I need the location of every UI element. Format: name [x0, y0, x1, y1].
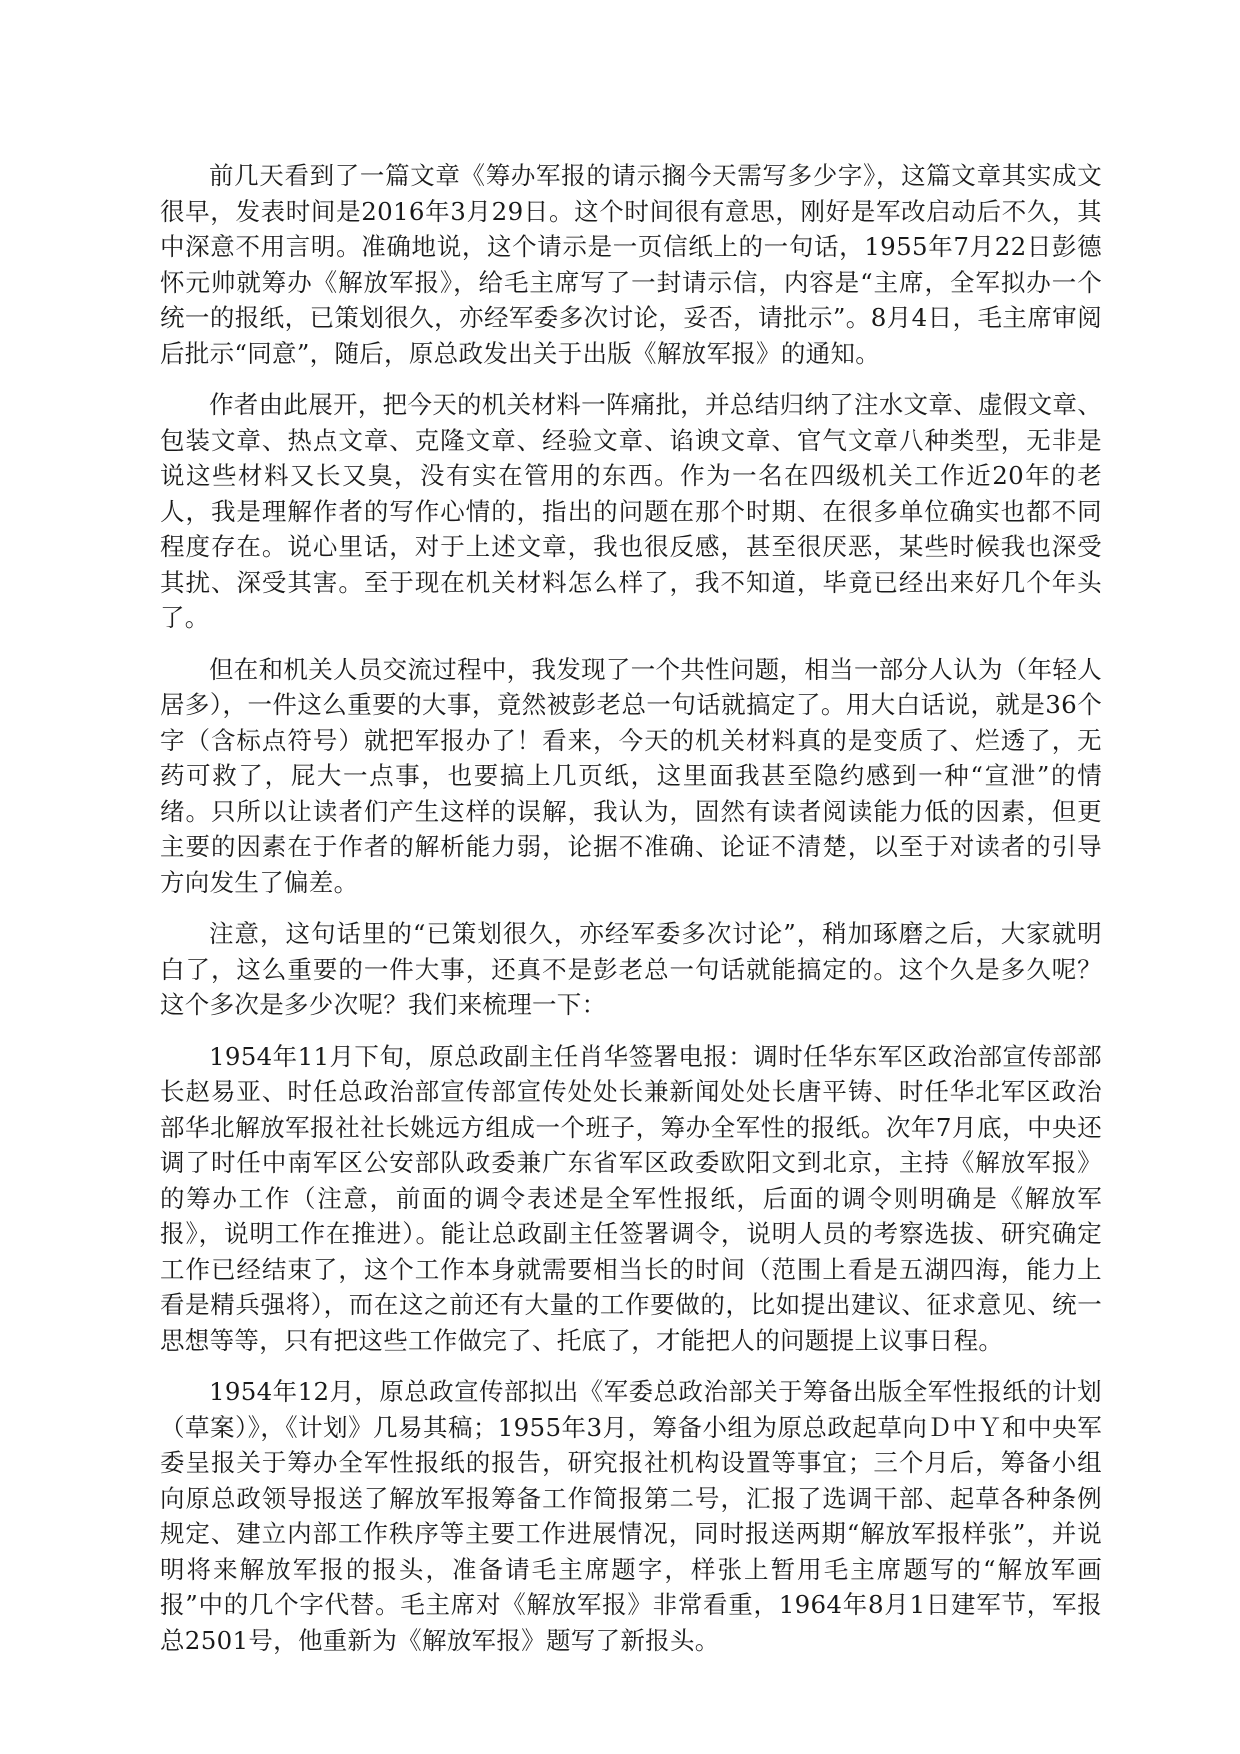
paragraph: 但在和机关人员交流过程中，我发现了一个共性问题，相当一部分人认为（年轻人居多），一件这么重要的大事，竟然被彭老总一句话就搞定了。用大白话说，就是36个字（含标点符号）就把军报办了！看来，今天的机关材料真的是变质了、烂透了，无药可救了，屁大一点事，也要搞上几页纸，这里面我甚至隐约感到一种“宣泄”的情绪。只所以让读者们产生这样的误解，我认为，固然有读者阅读能力低的因素，但更主要的因素在于作者的解析能力弱，论据不准确、论证不清楚，以至于对读者的引导方向发生了偏差。	[160, 654, 1102, 897]
document-page	[160, 158, 1102, 1658]
paragraph: 1954年11月下旬，原总政副主任肖华签署电报：调时任华东军区政治部宣传部部长赵易亚、时任总政治部宣传部宣传处处长兼新闻处处长唐平铸、时任华北军区政治部华北解放军报社社长姚远方组成一个班子，筹办全军性的报纸。次年7月底，中央还调了时任中南军区公安部队政委兼广东省军区政委欧阳文到北京，主持《解放军报》的筹办工作（注意，前面的调令表述是全军性报纸，后面的调令则明确是《解放军报》，说明工作在推进）。能让总政副主任签署调令，说明人员的考察选拔、研究确定工作已经结束了，这个工作本身就需要相当长的时间（范围上看是五湖四海，能力上看是精兵强将），而在这之前还有大量的工作要做的，比如提出建议、征求意见、统一思想等等，只有把这些工作做完了、托底了，才能把人的问题提上议事日程。	[160, 1041, 1102, 1355]
paragraph: 作者由此展开，把今天的机关材料一阵痛批，并总结归纳了注水文章、虚假文章、包装文章、热点文章、克隆文章、经验文章、谄谀文章、官气文章八种类型，无非是说这些材料又长又臭，没有实在管用的东西。作为一名在四级机关工作近20年的老人，我是理解作者的写作心情的，指出的问题在那个时期、在很多单位确实也都不同程度存在。说心里话，对于上述文章，我也很反感，甚至很厌恶，某些时候我也深受其扰、深受其害。至于现在机关材料怎么样了，我不知道，毕竟已经出来好几个年头了。	[160, 390, 1102, 632]
paragraph: 注意，这句话里的“已策划很久，亦经军委多次讨论”，稍加琢磨之后，大家就明白了，这么重要的一件大事，还真不是彭老总一句话就能搞定的。这个久是多久呢？这个多次是多少次呢？我们来梳理一下：	[160, 919, 1102, 1019]
paragraph: 1954年12月，原总政宣传部拟出《军委总政治部关于筹备出版全军性报纸的计划（草案）》，《计划》几易其稿；1955年3月，筹备小组为原总政起草向Ｄ中Ｙ和中央军委呈报关于筹办全军性报纸的报告，研究报社机构设置等事宜；三个月后，筹备小组向原总政领导报送了解放军报筹备工作简报第二号，汇报了选调干部、起草各种条例规定、建立内部工作秩序等主要工作进展情况，同时报送两期“解放军报样张”，并说明将来解放军报的报头，准备请毛主席题字，样张上暂用毛主席题写的“解放军画报”中的几个字代替。毛主席对《解放军报》非常看重，1964年8月1日建军节，军报总2501号，他重新为《解放军报》题写了新报头。	[160, 1377, 1102, 1655]
paragraph: 前几天看到了一篇文章《筹办军报的请示搁今天需写多少字》，这篇文章其实成文很早，发表时间是2016年3月29日。这个时间很有意思，刚好是军改启动后不久，其中深意不用言明。准确地说，这个请示是一页信纸上的一句话，1955年7月22日彭德怀元帅就筹办《解放军报》，给毛主席写了一封请示信，内容是“主席，全军拟办一个统一的报纸，已策划很久，亦经军委多次讨论，妥否，请批示”。8月4日，毛主席审阅后批示“同意”，随后，原总政发出关于出版《解放军报》的通知。	[160, 161, 1102, 368]
